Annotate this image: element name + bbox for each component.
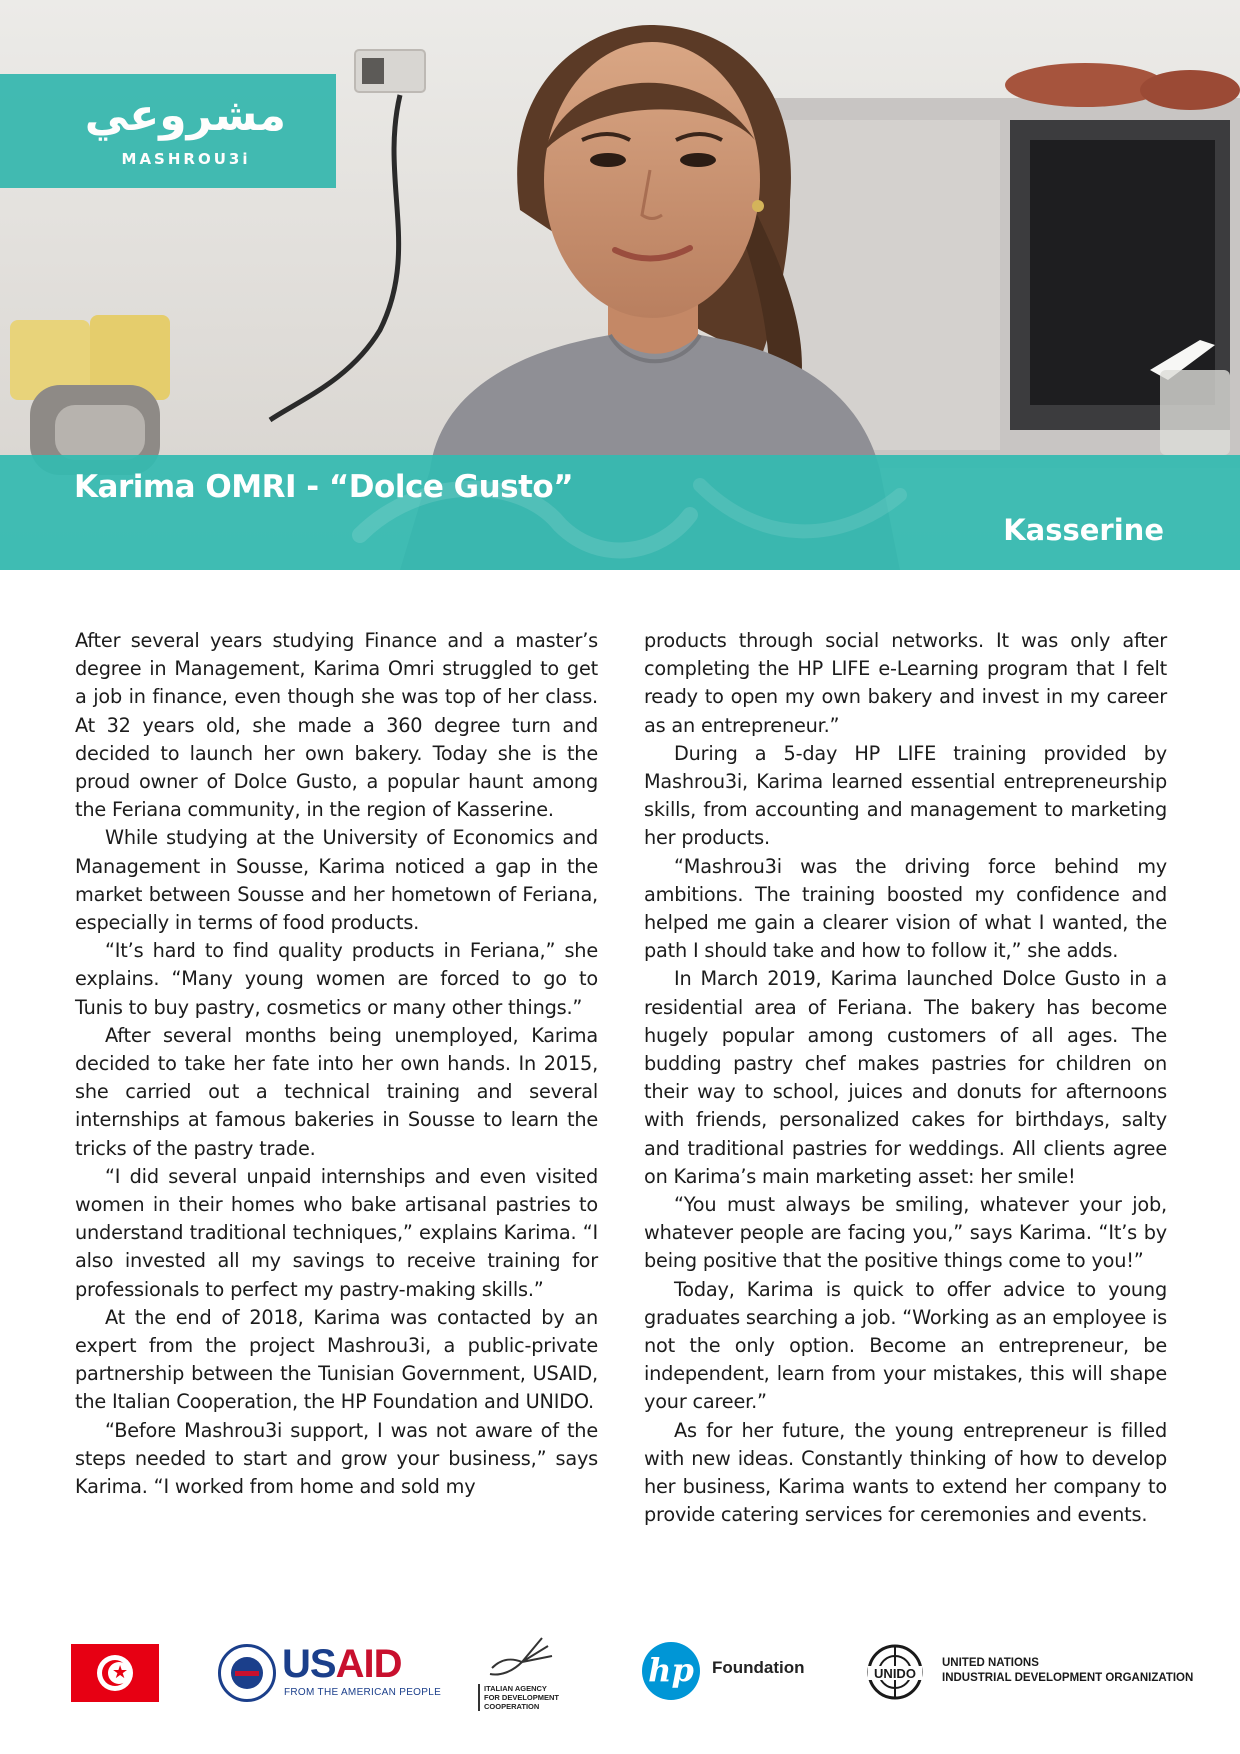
paragraph: At the end of 2018, Karima was contacted by an expert from the project Mashrou3i, a public-private partnership between the Tunisian Government, USAID, the Italian Cooperation, the HP Foundation and UNIDO.	[75, 1305, 598, 1414]
paragraph: “Before Mashrou3i support, I was not aware of the steps needed to start and grow your business,” says Karima. “I worked from home and sold my	[75, 1418, 598, 1499]
usaid-wordmark: USAID	[282, 1642, 402, 1686]
usaid-logo	[218, 1640, 442, 1710]
title-band	[0, 455, 1240, 570]
dove-icon	[482, 1628, 562, 1684]
paragraph: “You must always be smiling, whatever your job, whatever people are facing you,” says Karima. “It’s by being positive that the positive things come to you!”	[644, 1193, 1167, 1273]
hero-photo-area	[0, 0, 1240, 570]
paragraph: After several months being unemployed, Karima decided to take her fate into her own hands. In 2015, she carried out a technical training and several internships at famous bakeries in Sousse to learn the tricks of the pastry trade.	[75, 1023, 598, 1160]
aics-logo	[470, 1628, 580, 1728]
un-emblem-icon	[860, 1642, 930, 1706]
aics-text: ITALIAN AGENCY FOR DEVELOPMENT COOPERATION	[478, 1684, 559, 1711]
region-label: Kasserine	[1003, 513, 1164, 547]
article-left-column	[75, 627, 598, 1501]
person-title: Karima OMRI - “Dolce Gusto”	[74, 469, 574, 505]
unido-text: UNITED NATIONS INDUSTRIAL DEVELOPMENT ORGANIZATION	[942, 1657, 1194, 1684]
logo-arabic-text: مشروعي	[84, 90, 286, 141]
article-right-column	[644, 627, 1167, 1530]
paragraph: products through social networks. It was only after completing the HP LIFE e-Learning program that I felt ready to open my own bakery and invest in my career as an entrepreneur.”	[644, 629, 1167, 737]
unido-logo	[860, 1642, 1194, 1706]
tunisia-flag-icon: ★	[71, 1644, 159, 1702]
hp-mark-icon: hp	[642, 1642, 700, 1700]
paragraph: Today, Karima is quick to offer advice to young graduates searching a job. “Working as an employee is not the only option. Become an entrepreneur, be independent, learn from your mistakes, this will shape your career.”	[644, 1277, 1167, 1414]
logo-latin-text: MASHROU3i	[121, 150, 251, 168]
paragraph: After several years studying Finance and a master’s degree in Management, Karima Omri struggled to get a job in finance, even though she was top of her class. At 32 years old, she made a 360 degree turn and decided to launch her own bakery. Today she is the proud owner of Dolce Gusto, a popular haunt among the Feriana community, in the region of Kasserine.	[75, 629, 598, 822]
paragraph: In March 2019, Karima launched Dolce Gusto in a residential area of Feriana. The bakery has become hugely popular among customers of all ages. The budding pastry chef makes pastries for children on their way to school, juices and donuts for afternoons with friends, personalized cakes for birthdays, salty and traditional pastries for weddings. All clients agree on Karima’s main marketing asset: her smile!	[644, 967, 1167, 1188]
partner-logos	[0, 1620, 1240, 1730]
hp-foundation-logo	[642, 1642, 812, 1706]
usaid-seal-icon	[218, 1644, 276, 1702]
paragraph: “Mashrou3i was the driving force behind my ambitions. The training boosted my confidence and helped me gain a clearer vision of what I wanted, the path I should take and how to follow it,” she adds.	[644, 854, 1167, 963]
paragraph: While studying at the University of Economics and Management in Sousse, Karima noticed a gap in the market between Sousse and her hometown of Feriana, especially in terms of food products.	[75, 826, 598, 935]
hp-foundation-word: Foundation	[712, 1658, 805, 1677]
svg-text:UNIDO: UNIDO	[874, 1666, 916, 1681]
paragraph: “It’s hard to find quality products in Feriana,” she explains. “Many young women are forced to go to Tunis to buy pastry, cosmetics or many other things.”	[75, 939, 598, 1019]
paragraph: As for her future, the young entrepreneur is filled with new ideas. Constantly thinking of how to develop her business, Karima wants to extend her company to provide catering services for ceremonies and events.	[644, 1418, 1167, 1527]
mashrou3i-logo	[0, 74, 336, 188]
paragraph: “I did several unpaid internships and even visited women in their homes who bake artisanal pastries to understand traditional techniques,” explains Karima. “I also invested all my savings to receive training for professionals to perfect my pastry-making skills.”	[75, 1164, 598, 1301]
paragraph: During a 5-day HP LIFE training provided by Mashrou3i, Karima learned essential entrepreneurship skills, from accounting and management to marketing her products.	[644, 741, 1167, 850]
usaid-tagline: FROM THE AMERICAN PEOPLE	[284, 1687, 442, 1698]
